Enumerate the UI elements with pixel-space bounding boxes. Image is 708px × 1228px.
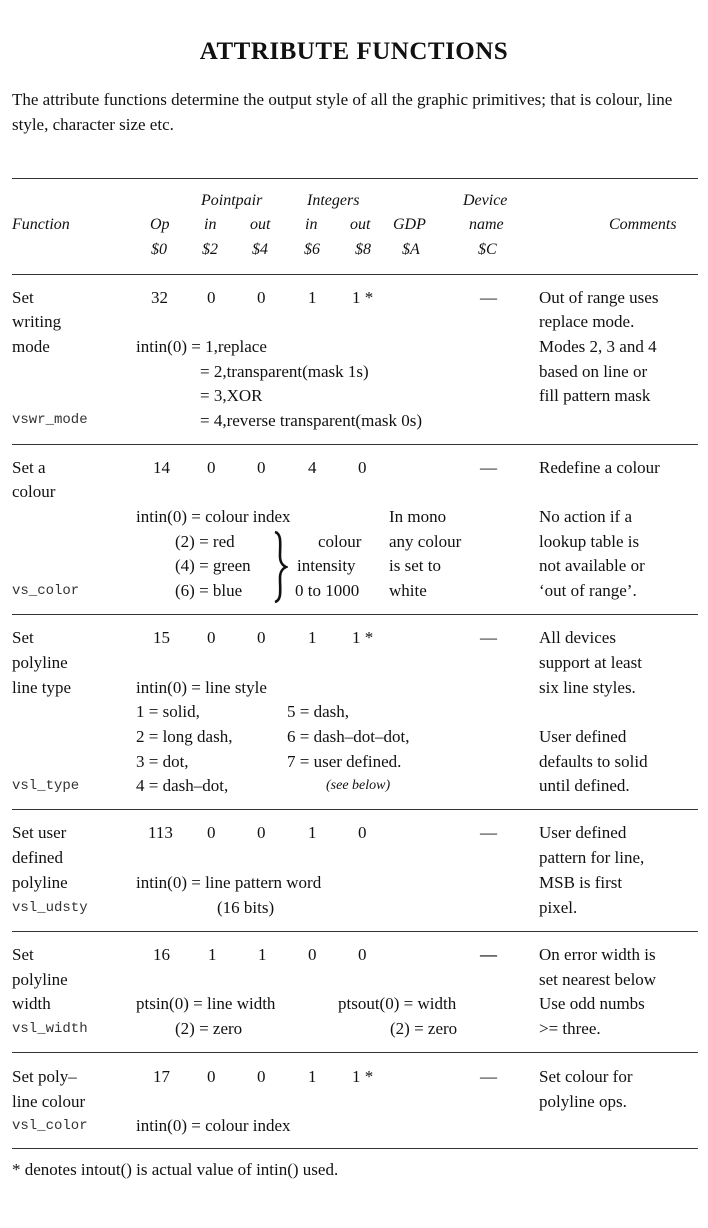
detail-line: 5 = dash, [287,702,349,721]
comment-line: replace mode. [539,312,635,331]
pointpair-in-value: 0 [207,288,216,307]
device-dash: — [480,628,497,647]
detail-line: intin(0) = line style [136,678,267,697]
function-code: vsl_type [12,778,80,794]
function-name: width [12,994,51,1013]
comment-line: fill pattern mask [539,386,651,405]
detail-line: intensity [297,556,356,575]
pointpair-in-value: 0 [207,823,216,842]
header-gdp-reg: $A [402,241,420,258]
pointpair-out-value: 0 [257,288,266,307]
row-divider [12,444,698,445]
integers-in-value: 1 [308,1067,317,1086]
header-device-reg: $C [478,241,497,258]
comment-line: User defined [539,823,627,842]
function-name: Set a [12,458,46,477]
op-value: 16 [153,945,170,964]
header-int-out-reg: $8 [355,241,371,258]
function-code: vsl_color [12,1118,88,1134]
comment-line: lookup table is [539,532,640,551]
device-dash: — [480,823,497,842]
pointpair-in-value: 0 [207,458,216,477]
function-name: Set [12,628,34,647]
row-divider [12,809,698,810]
comment-line: On error width is [539,945,656,964]
header-gdp: GDP [393,216,426,233]
header-comments: Comments [609,216,677,233]
comment-line: defaults to solid [539,752,648,771]
integers-out-value: 1 * [352,1067,374,1086]
footnote: * denotes intout() is actual value of intin() used. [12,1160,339,1179]
pointpair-out-value: 0 [257,458,266,477]
detail-line: 0 to 1000 [295,581,360,600]
comment-line: six line styles. [539,678,636,697]
intro-paragraph: The attribute functions determine the output style of all the graphic primitives; that is colour, line style, character size etc. [12,90,673,134]
row-divider [12,931,698,932]
comment-line: until defined. [539,776,630,795]
comment-line: pixel. [539,898,578,917]
detail-line: colour [318,532,362,551]
detail-line: (2) = zero [390,1019,458,1038]
device-dash: — [480,1067,497,1086]
comment-line: No action if a [539,507,632,526]
function-name: Set [12,945,34,964]
header-pointpair: Pointpair [201,192,263,209]
header-integers: Integers [307,192,360,209]
header-rule [12,274,698,275]
comment-line: MSB is first [539,873,623,892]
comment-line: User defined [539,727,627,746]
comment-line: not available or [539,556,645,575]
function-code: vs_color [12,583,80,599]
function-name: Set [12,288,34,307]
detail-line: (2) = zero [175,1019,243,1038]
op-value: 15 [153,628,170,647]
pointpair-out-value: 0 [257,1067,266,1086]
function-name: colour [12,482,56,501]
pointpair-out-value: 0 [257,823,266,842]
comment-line: pattern for line, [539,848,645,867]
comment-line: Set colour for [539,1067,633,1086]
header-device: Device [463,192,508,209]
function-name: Set user [12,823,67,842]
comment-line: Modes 2, 3 and 4 [539,337,657,356]
header-device-name: name [469,216,504,233]
pointpair-out-value: 1 [258,945,267,964]
header-op: Op [150,216,170,233]
detail-line: is set to [389,556,441,575]
integers-out-value: 0 [358,458,367,477]
comment-line: Redefine a colour [539,458,660,477]
device-dash: — [480,458,497,477]
device-dash: — [480,945,497,964]
detail-line: = 3,XOR [200,386,263,405]
detail-line: 1 = solid, [136,702,200,721]
row-divider [12,614,698,615]
see-below-note: (see below) [326,778,391,793]
op-value: 14 [153,458,170,477]
function-name: polyline [12,873,68,892]
integers-in-value: 4 [308,458,317,477]
function-name: mode [12,337,50,356]
header-op-reg: $0 [151,241,167,258]
detail-line: (2) = red [175,532,235,551]
header-pp-out-reg: $4 [252,241,268,258]
curly-brace [272,530,288,604]
function-name: defined [12,848,63,867]
header-int-out: out [350,216,371,233]
detail-line: intin(0) = colour index [136,1116,291,1135]
function-name: writing [12,312,62,331]
detail-line: white [389,581,427,600]
op-value: 17 [153,1067,170,1086]
pointpair-in-value: 1 [208,945,217,964]
function-name: polyline [12,970,68,989]
table-top-rule [12,178,698,179]
detail-line: 4 = dash–dot, [136,776,229,795]
header-pp-in: in [204,216,217,233]
pointpair-out-value: 0 [257,628,266,647]
detail-line: 7 = user defined. [287,752,402,771]
pointpair-in-value: 0 [207,1067,216,1086]
integers-out-value: 0 [358,945,367,964]
comment-line: based on line or [539,362,648,381]
comment-line: support at least [539,653,642,672]
detail-line: (6) = blue [175,581,243,600]
detail-line: intin(0) = 1,replace [136,337,267,356]
integers-in-value: 0 [308,945,317,964]
integers-in-value: 1 [308,823,317,842]
integers-out-value: 1 * [352,288,374,307]
header-int-in-reg: $6 [304,241,320,258]
table-bottom-rule [12,1148,698,1149]
pointpair-in-value: 0 [207,628,216,647]
comment-line: Out of range uses [539,288,659,307]
integers-in-value: 1 [308,288,317,307]
detail-line: 6 = dash–dot–dot, [287,727,410,746]
op-value: 113 [148,823,173,842]
comment-line: ‘out of range’. [539,581,637,600]
detail-line: 3 = dot, [136,752,189,771]
header-int-in: in [305,216,318,233]
comment-line: polyline ops. [539,1092,627,1111]
detail-line: (16 bits) [217,898,275,917]
detail-line: ptsout(0) = width [338,994,457,1013]
function-name: Set poly– [12,1067,77,1086]
comment-line: Use odd numbs [539,994,645,1013]
function-name: line type [12,678,72,697]
integers-out-value: 1 * [352,628,374,647]
detail-line: 2 = long dash, [136,727,233,746]
comment-line: set nearest below [539,970,657,989]
page-title: ATTRIBUTE FUNCTIONS [199,38,509,65]
detail-line: intin(0) = line pattern word [136,873,322,892]
detail-line: = 4,reverse transparent(mask 0s) [200,411,423,430]
function-name: line colour [12,1092,86,1111]
row-divider [12,1052,698,1053]
detail-line: (4) = green [175,556,251,575]
header-pp-out: out [250,216,271,233]
comment-line: >= three. [539,1019,601,1038]
function-code: vsl_udsty [12,900,88,916]
op-value: 32 [151,288,168,307]
header-pp-in-reg: $2 [202,241,218,258]
detail-line: ptsin(0) = line width [136,994,276,1013]
comment-line: All devices [539,628,616,647]
integers-out-value: 0 [358,823,367,842]
integers-in-value: 1 [308,628,317,647]
detail-line: = 2,transparent(mask 1s) [200,362,369,381]
function-code: vswr_mode [12,412,88,428]
detail-line: any colour [389,532,462,551]
device-dash: — [480,288,497,307]
detail-line: intin(0) = colour index [136,507,291,526]
function-code: vsl_width [12,1021,88,1037]
header-function: Function [12,216,70,233]
detail-line: In mono [389,507,447,526]
function-name: polyline [12,653,68,672]
